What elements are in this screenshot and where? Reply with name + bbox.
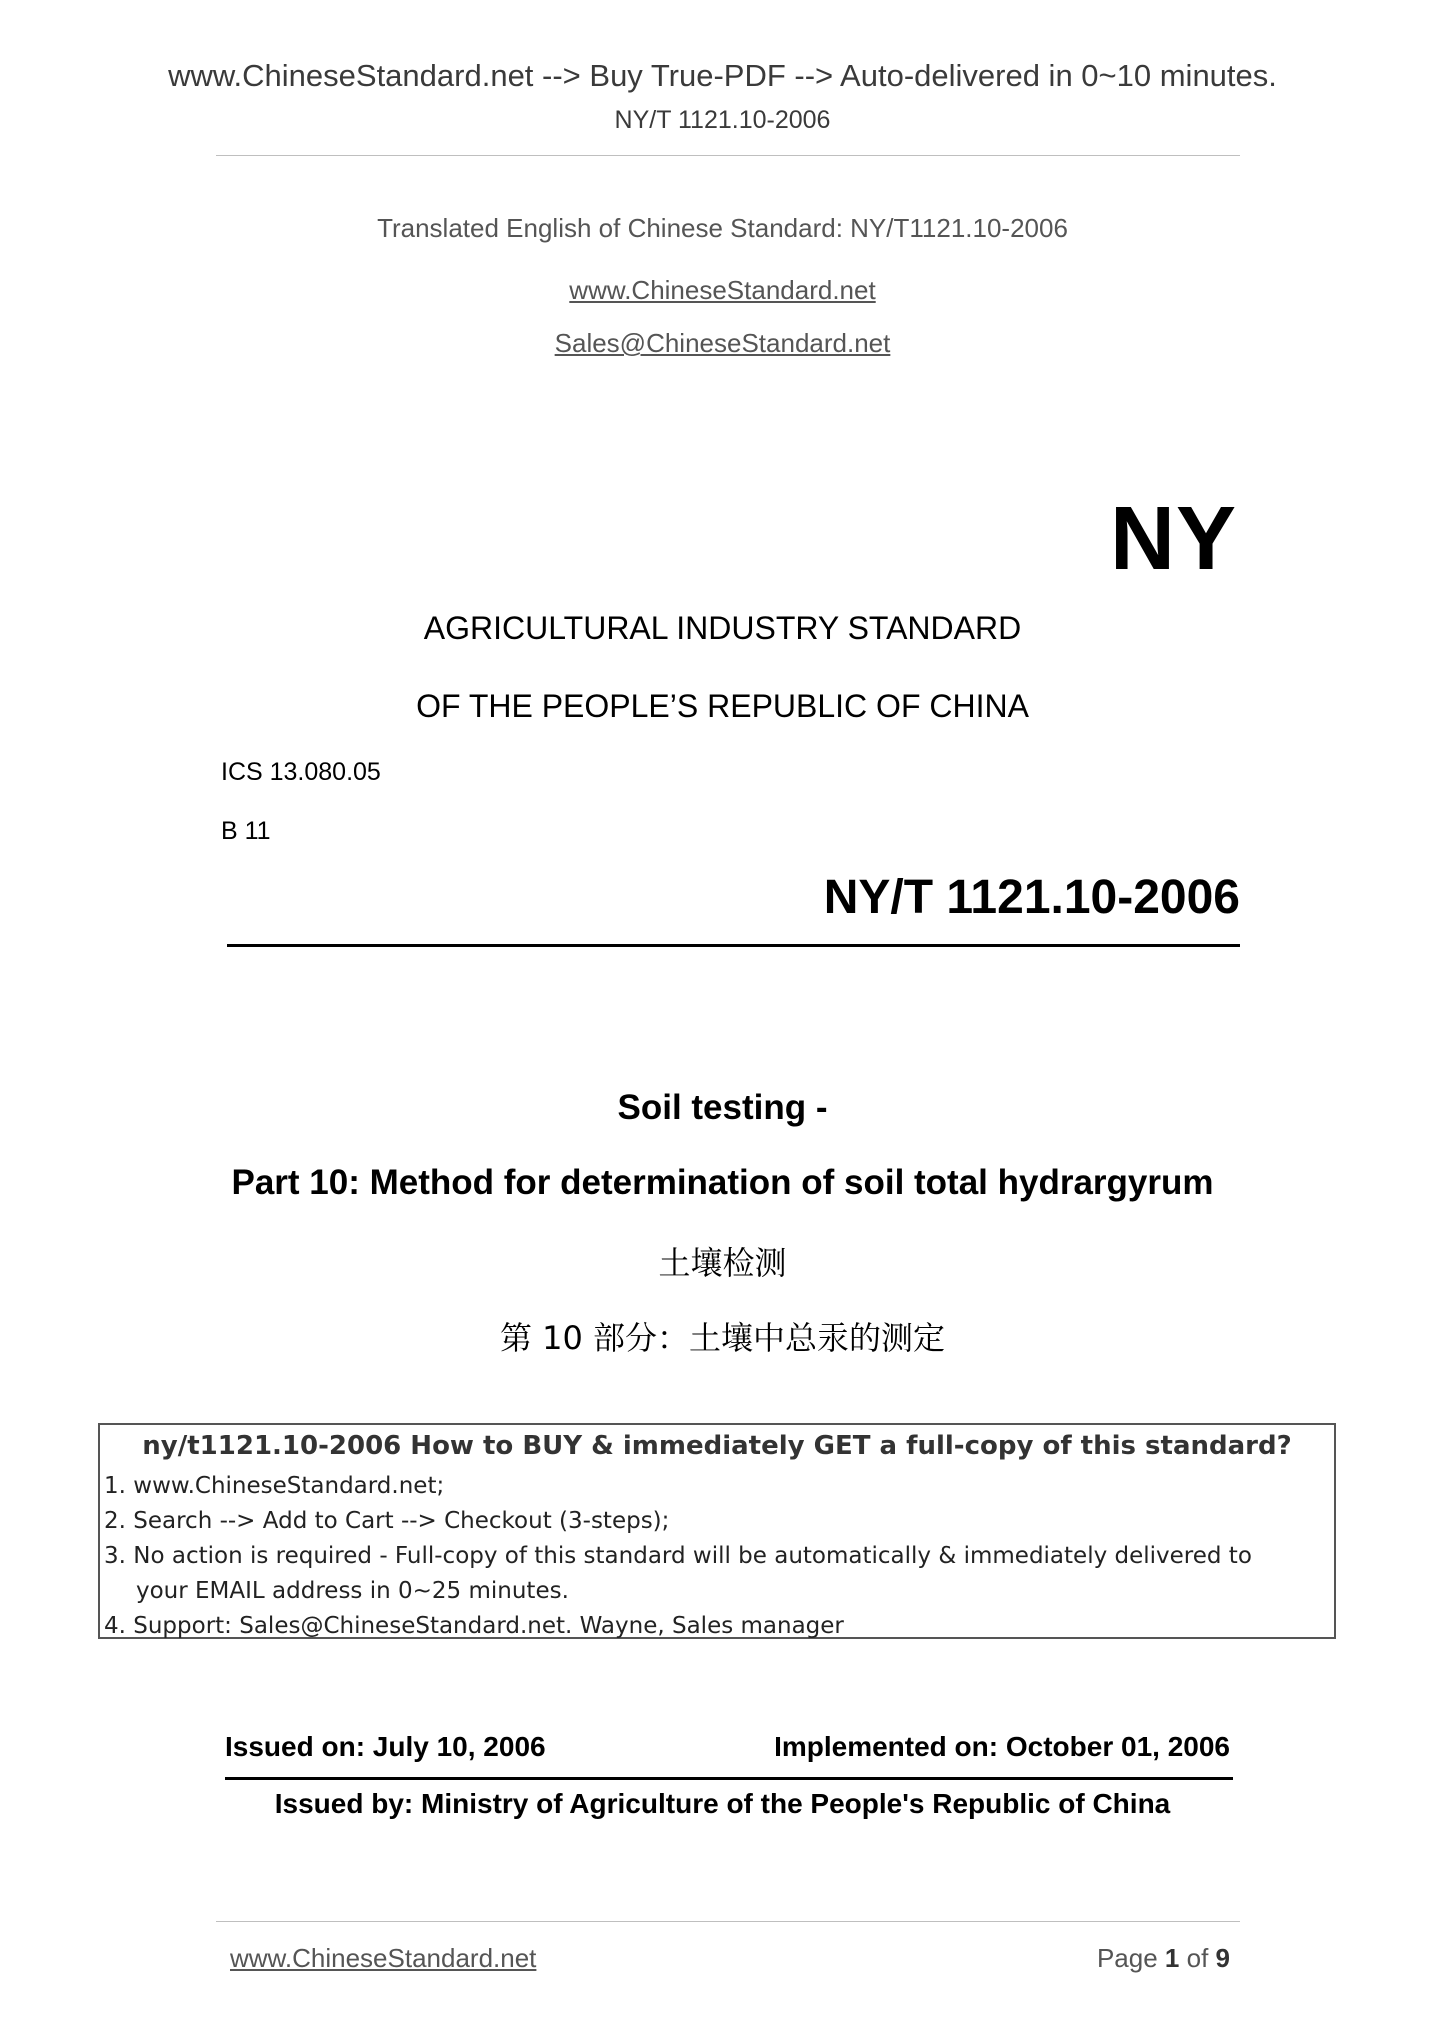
page-total: 9 [1215, 1943, 1230, 1973]
buy-step-4: 4. Support: Sales@ChineseStandard.net. Wayne, Sales manager [104, 1613, 844, 1639]
header-doc-code: NY/T 1121.10-2006 [614, 106, 831, 134]
translated-note: Translated English of Chinese Standard: NY/T1121.10-2006 [377, 213, 1068, 243]
footer-divider [216, 1921, 1240, 1922]
code-divider [227, 944, 1240, 947]
title-cn-line-1: 土壤检测 [658, 1244, 787, 1282]
page-prefix: Page [1096, 1943, 1165, 1973]
buy-instructions-box [98, 1423, 1336, 1639]
buy-step-3-cont: your EMAIL address in 0~25 minutes. [136, 1578, 569, 1604]
page-of: of [1179, 1943, 1216, 1973]
agency-line-2: OF THE PEOPLE’S REPUBLIC OF CHINA [416, 688, 1029, 724]
buy-step-3: 3. No action is required - Full-copy of this standard will be automatically & immediately delivered to [104, 1543, 1252, 1569]
ics-code: ICS 13.080.05 [221, 758, 381, 786]
footer-site-link[interactable]: www.ChineseStandard.net [230, 1943, 537, 1973]
title-en-line-2: Part 10: Method for determination of soil total hydrargyrum [231, 1163, 1214, 1202]
buy-heading: ny/t1121.10-2006 How to BUY & immediately GET a full-copy of this standard? [142, 1431, 1292, 1461]
agency-line-1: AGRICULTURAL INDUSTRY STANDARD [423, 610, 1022, 646]
title-cn-line-2: 第 10 部分：土壤中总汞的测定 [499, 1319, 946, 1357]
implemented-date: Implemented on: October 01, 2006 [774, 1731, 1230, 1762]
issuing-authority: Issued by: Ministry of Agriculture of the People's Republic of China [274, 1788, 1171, 1819]
header-banner: www.ChineseStandard.net --> Buy True-PDF --> Auto-delivered in 0~10 minutes. [168, 58, 1277, 93]
site-link[interactable]: www.ChineseStandard.net [569, 275, 876, 305]
dates-divider [225, 1777, 1233, 1780]
title-en-line-1: Soil testing - [617, 1088, 828, 1127]
page-number: 1 [1164, 1943, 1180, 1973]
buy-step-1: 1. www.ChineseStandard.net; [104, 1473, 445, 1499]
ny-logo: NY [1109, 489, 1237, 589]
issued-date: Issued on: July 10, 2006 [225, 1731, 546, 1762]
sales-email-link[interactable]: Sales@ChineseStandard.net [554, 328, 891, 358]
buy-step-2: 2. Search --> Add to Cart --> Checkout (3-steps); [104, 1508, 670, 1534]
sales-link-wrapper [0, 328, 1445, 359]
standard-code: NY/T 1121.10-2006 [823, 871, 1240, 924]
ccs-code: B 11 [221, 817, 271, 845]
header-divider [216, 155, 1240, 156]
page-indicator [1097, 1943, 1230, 1974]
site-link-wrapper [0, 275, 1445, 306]
